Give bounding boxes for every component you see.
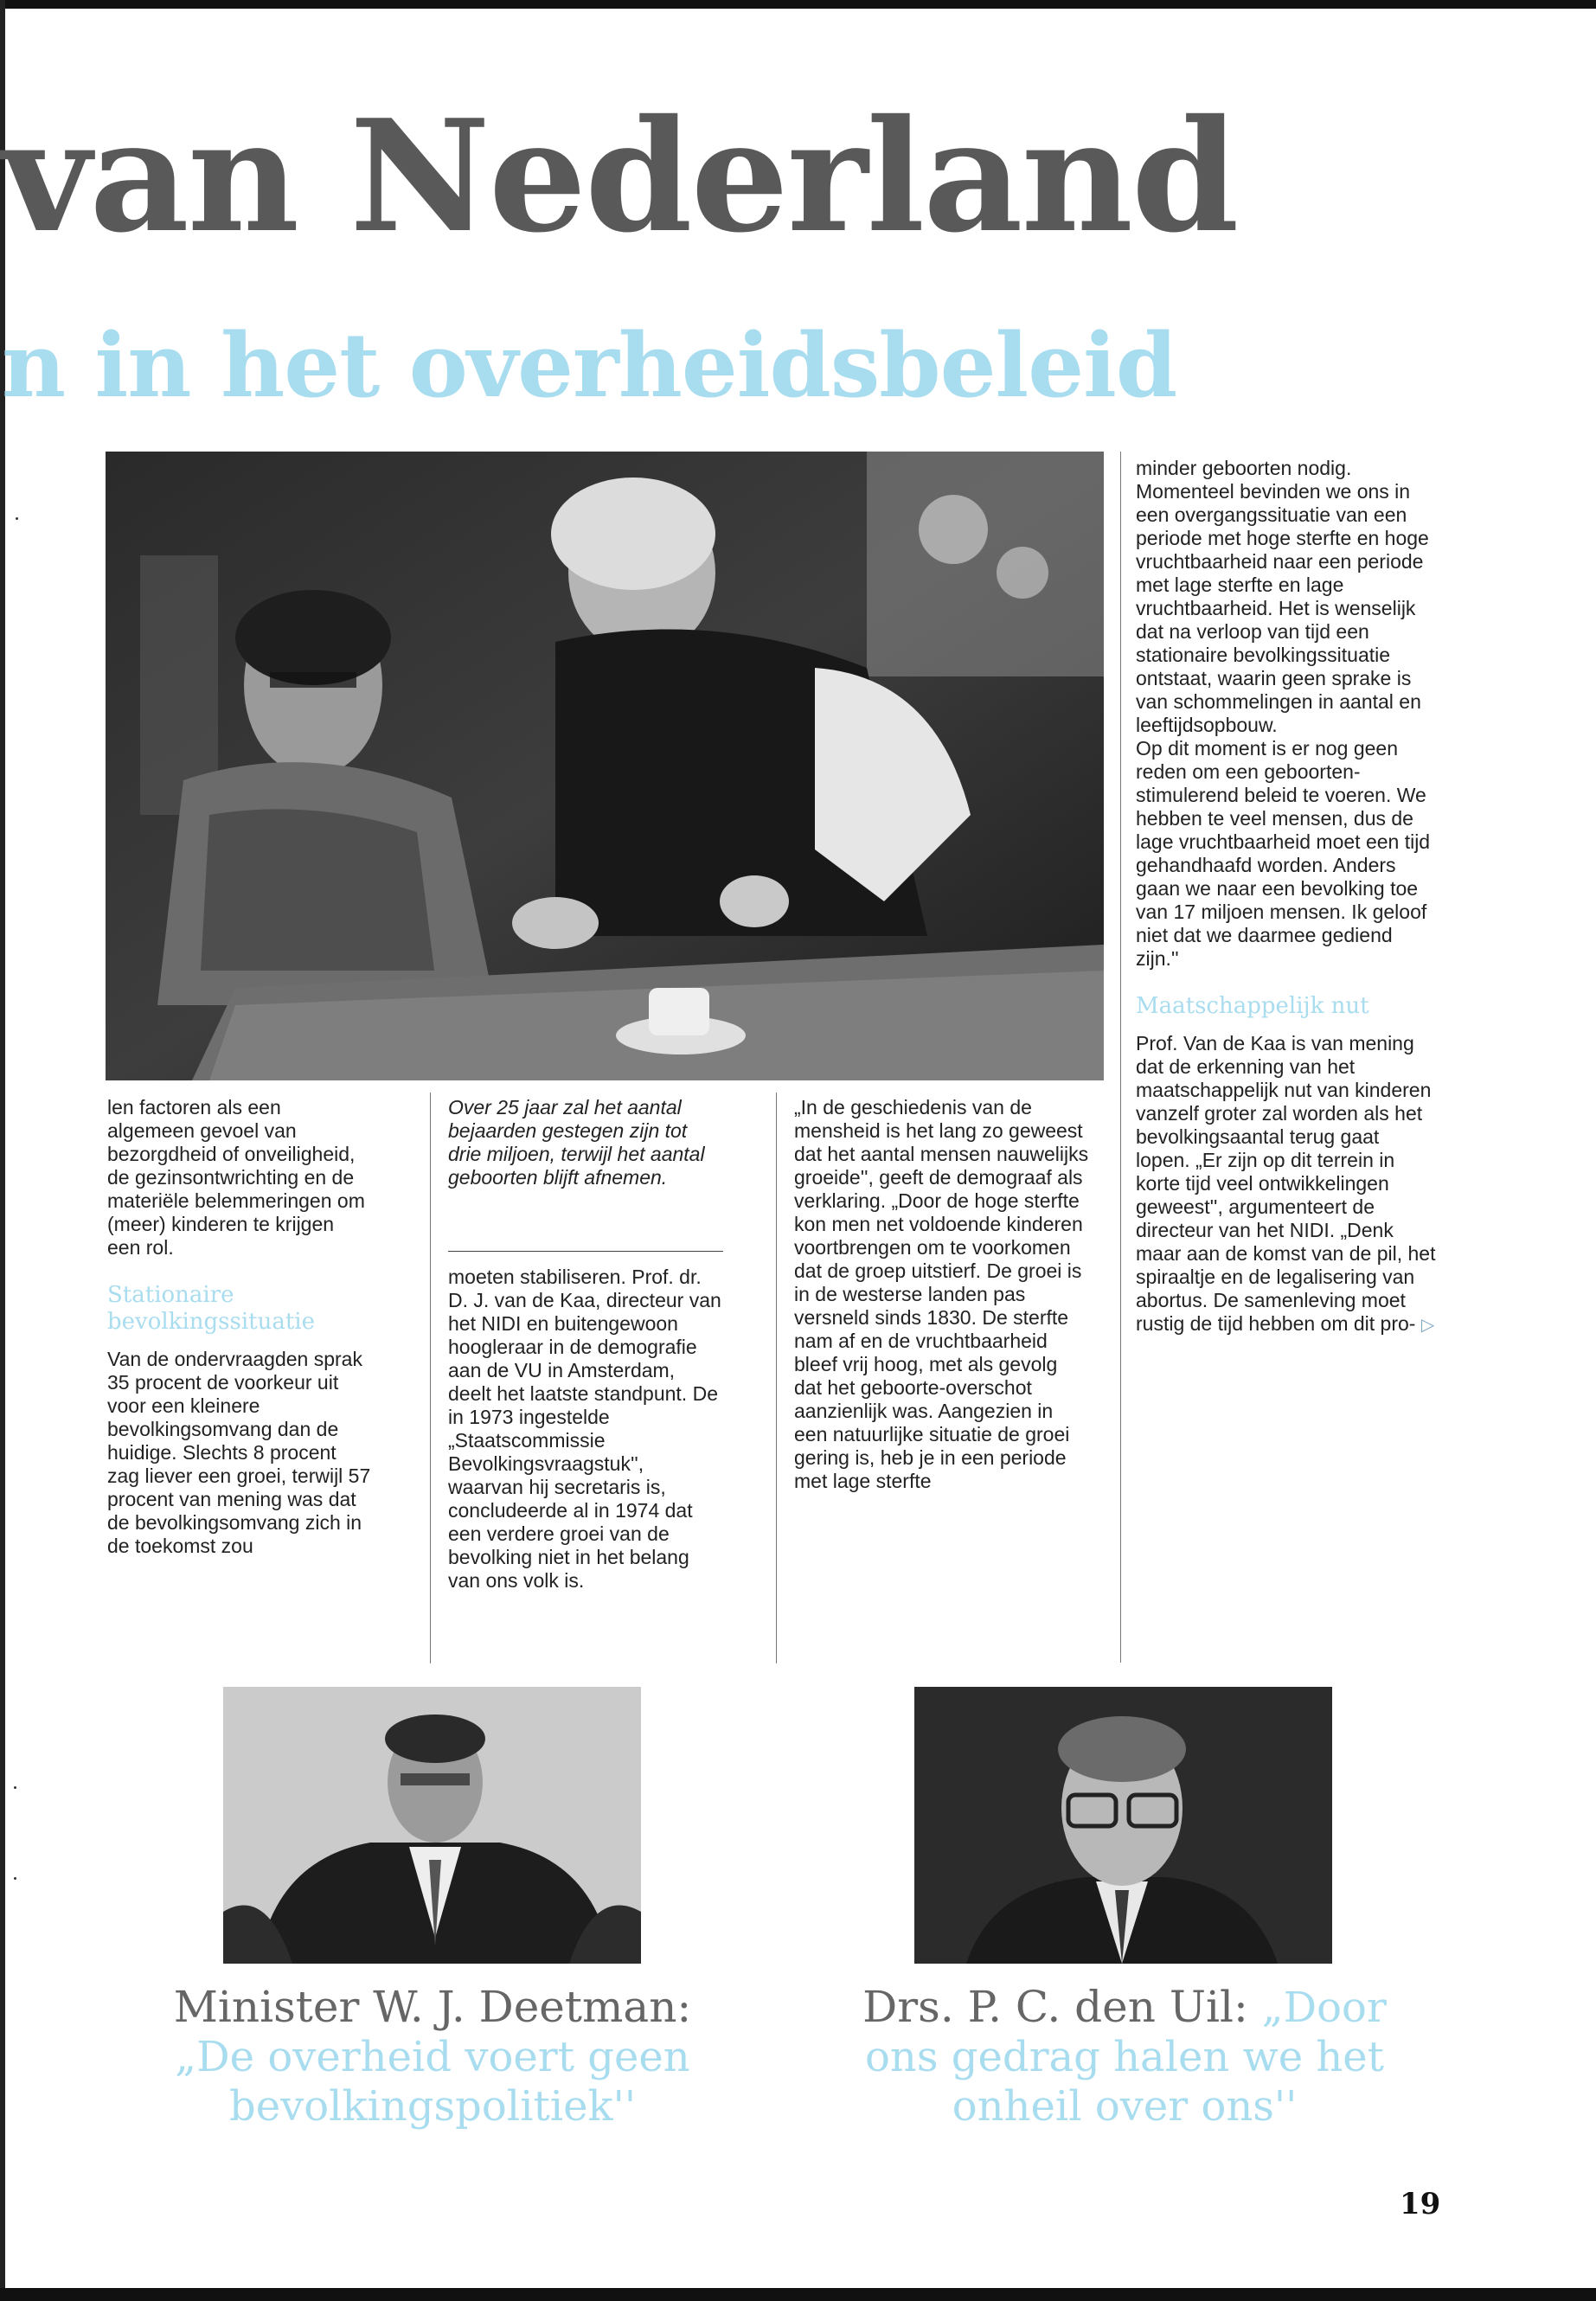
- body-paragraph: „In de geschiedenis van de mensheid is het lang zo geweest dat het aantal mensen nauwelijks groeide'', geeft de demograaf als verklaring. „Door de hoge sterfte kon men net voldoende kinderen voortbrengen om te voorkomen dat de groep uitstierf. De groei is in de westerse landen pas versneld sinds 1830. De sterfte nam af en de vruchtbaarheid bleef vrij hoog, met als gevolg dat het geboorte-overschot aanzienlijk was. Aangezien in een natuurlijke situatie de groei gering is, heb je in een periode met lage sterfte: [794, 1096, 1089, 1492]
- article-column-2-body: [448, 1266, 723, 1593]
- body-paragraph: Van de ondervraagden sprak 35 procent de voorkeur uit voor een kleinere bevolkingsomvang dan de huidige. Slechts 8 procent zag liever een groei, terwijl 57 procent van mening was dat de bevolkingsomvang zich in de toekomst zou: [107, 1348, 371, 1557]
- pull-quote-rule: [448, 1251, 723, 1252]
- caption-quote: ons gedrag halen we het onheil over ons'': [865, 2033, 1384, 2131]
- page-top-border: [0, 0, 1596, 9]
- caption-name: Drs. P. C. den Uil:: [862, 1982, 1248, 2032]
- section-subhead: Maatschappelijk nut: [1136, 993, 1369, 1019]
- article-column-2: [448, 1096, 725, 1189]
- main-photo: [106, 452, 1104, 1080]
- article-column-3: [794, 1096, 1090, 1493]
- caption-quote-start: „Door: [1261, 1984, 1387, 2032]
- column-divider: [1120, 452, 1121, 1663]
- deetman-portrait-photo: [223, 1687, 641, 1964]
- scan-speck: [16, 517, 18, 520]
- caption-name-line: [796, 1981, 1453, 2033]
- subheadline: n in het overheidsbeleid: [2, 314, 1177, 418]
- page-number: 19: [1400, 2187, 1441, 2221]
- den-uil-caption: [796, 1981, 1453, 2131]
- section-subhead: Stationaire bevolkingssituatie: [107, 1282, 315, 1335]
- scan-speck: [14, 1786, 16, 1789]
- body-paragraph: [1136, 1032, 1439, 1337]
- column-divider: [776, 1093, 777, 1663]
- caption-name: Minister W. J. Deetman:: [173, 1982, 692, 2032]
- pull-quote: Over 25 jaar zal het aantal bejaarden gestegen zijn tot drie miljoen, terwijl het aantal geboorten blijft afnemen.: [448, 1096, 705, 1189]
- column-divider: [430, 1093, 431, 1663]
- body-paragraph: minder geboorten nodig. Momenteel bevinden we ons in een overgangssituatie van een periode met hoge sterfte en hoge vruchtbaarheid naar een periode met lage sterfte en lage vruchtbaarheid. Het is wenselijk dat na verloop van tijd een stationaire bevolkingssituatie ontstaat, waarin geen sprake is van schommelingen in aantal en leeftijdsopbouw.: [1136, 457, 1429, 736]
- article-column-4: [1136, 457, 1439, 1337]
- page-bottom-border: [0, 2288, 1596, 2301]
- headline: van Nederland: [2, 86, 1238, 266]
- den-uil-portrait-photo: [914, 1687, 1332, 1964]
- scan-speck: [14, 1877, 16, 1880]
- body-paragraph: Op dit moment is er nog geen reden om een geboorten-stimulerend beleid te voeren. We hebben te veel mensen, dus de lage vruchtbaarheid moet een tijd gehandhaafd worden. Anders gaan we naar een bevolking toe van 17 miljoen mensen. Ik geloof niet dat we daarmee gediend zijn.'': [1136, 737, 1431, 970]
- body-paragraph: moeten stabiliseren. Prof. dr. D. J. van de Kaa, directeur van het NIDI en buitengewoon hoogleraar in de demografie aan de VU in Amsterdam, deelt het laatste standpunt. De in 1973 ingestelde „Staatscommissie Bevolkingsvraagstuk'', waarvan hij secretaris is, concludeerde al in 1974 dat een verdere groei van de bevolking niet in het belang van ons volk is.: [448, 1266, 721, 1592]
- body-text: Prof. Van de Kaa is van mening dat de erkenning van het maatschappelijk nut van kinderen vanzelf groter zal worden als het bevolkingsaantal terug gaat lopen. „Er zijn op dit terrein in korte tijd veel ontwikkelingen geweest'', argumenteert de directeur van het NIDI. „Denk maar aan de komst van de pil, het spiraaltje en de legalisering van abortus. De samenleving moet rustig de tijd hebben om dit pro-: [1136, 1032, 1436, 1335]
- article-column-1: [107, 1096, 371, 1558]
- deetman-caption: [104, 1981, 761, 2131]
- continue-arrow-icon: ▷: [1420, 1316, 1435, 1335]
- body-paragraph: len factoren als een algemeen gevoel van bezorgdheid of onveiligheid, de gezinsontwrichting en de materiële belemmeringen om (meer) kinderen te krijgen een rol.: [107, 1096, 365, 1259]
- caption-quote: „De overheid voert geen bevolkingspolitiek'': [175, 2033, 690, 2131]
